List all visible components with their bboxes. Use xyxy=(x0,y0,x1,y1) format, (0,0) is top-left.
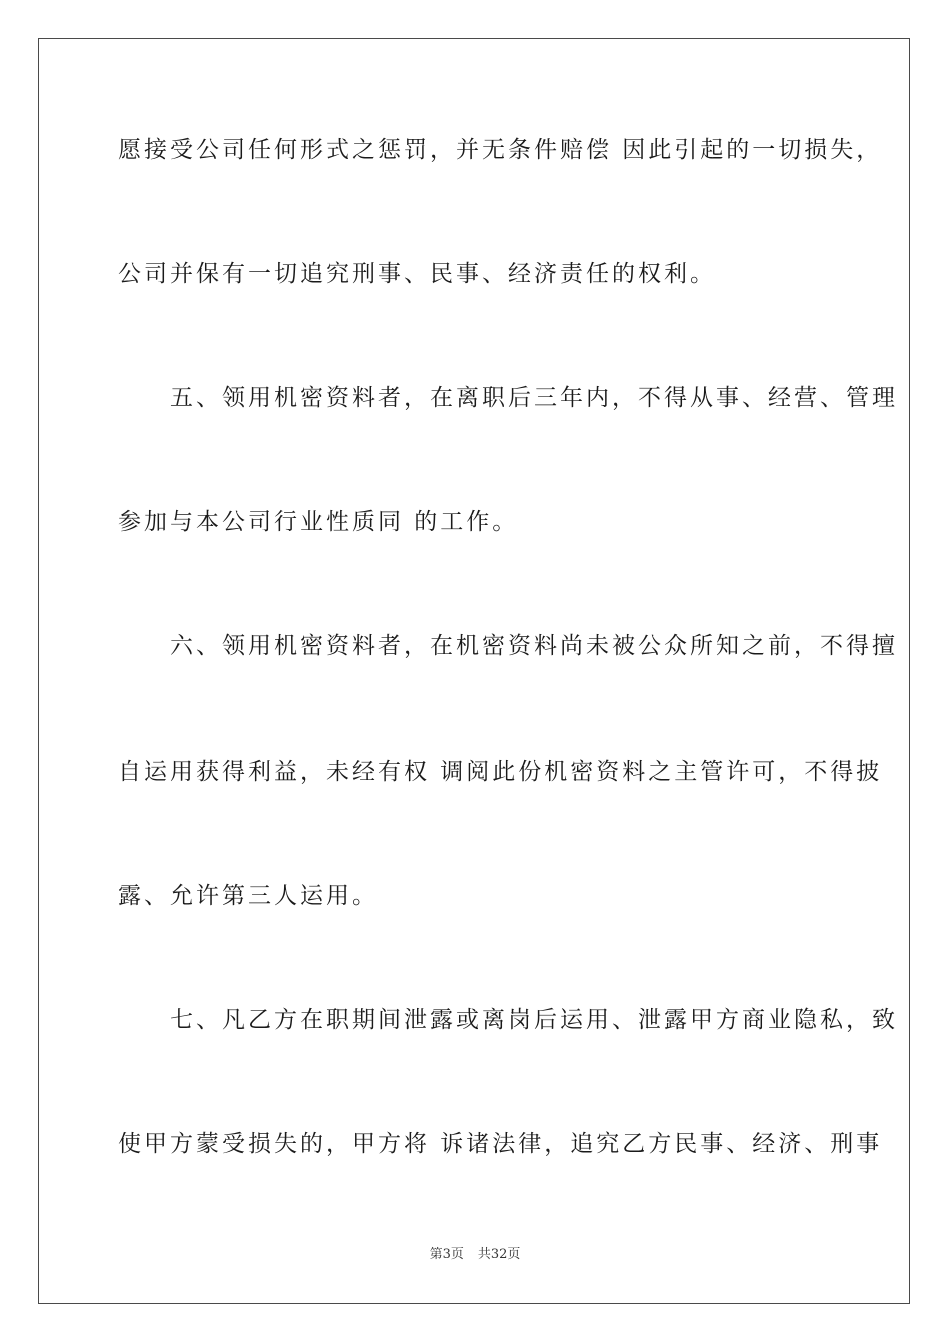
page-frame xyxy=(38,38,910,1304)
text-line-3: 五、领用机密资料者，在离职后三年内，不得从事、经营、管理 xyxy=(118,385,898,411)
text-line-7: 露、允许第三人运用。 xyxy=(118,883,378,909)
text-line-1: 愿接受公司任何形式之惩罚，并无条件赔偿 因此引起的一切损失， xyxy=(118,137,883,163)
page-total: 共32页 xyxy=(477,1247,521,1262)
text-line-6: 自运用获得利益，未经有权 调阅此份机密资料之主管许可，不得披 xyxy=(118,759,883,785)
text-line-4: 参加与本公司行业性质同 的工作。 xyxy=(118,509,519,535)
text-line-9: 使甲方蒙受损失的，甲方将 诉诸法律，追究乙方民事、经济、刑事 xyxy=(118,1131,883,1157)
text-line-5: 六、领用机密资料者，在机密资料尚未被公众所知之前，不得擅 xyxy=(118,633,898,659)
page-footer xyxy=(0,1246,950,1264)
page-number: 第3页 xyxy=(429,1247,464,1262)
text-line-8: 七、凡乙方在职期间泄露或离岗后运用、泄露甲方商业隐私，致 xyxy=(118,1007,898,1033)
text-line-2: 公司并保有一切追究刑事、民事、经济责任的权利。 xyxy=(118,261,716,287)
